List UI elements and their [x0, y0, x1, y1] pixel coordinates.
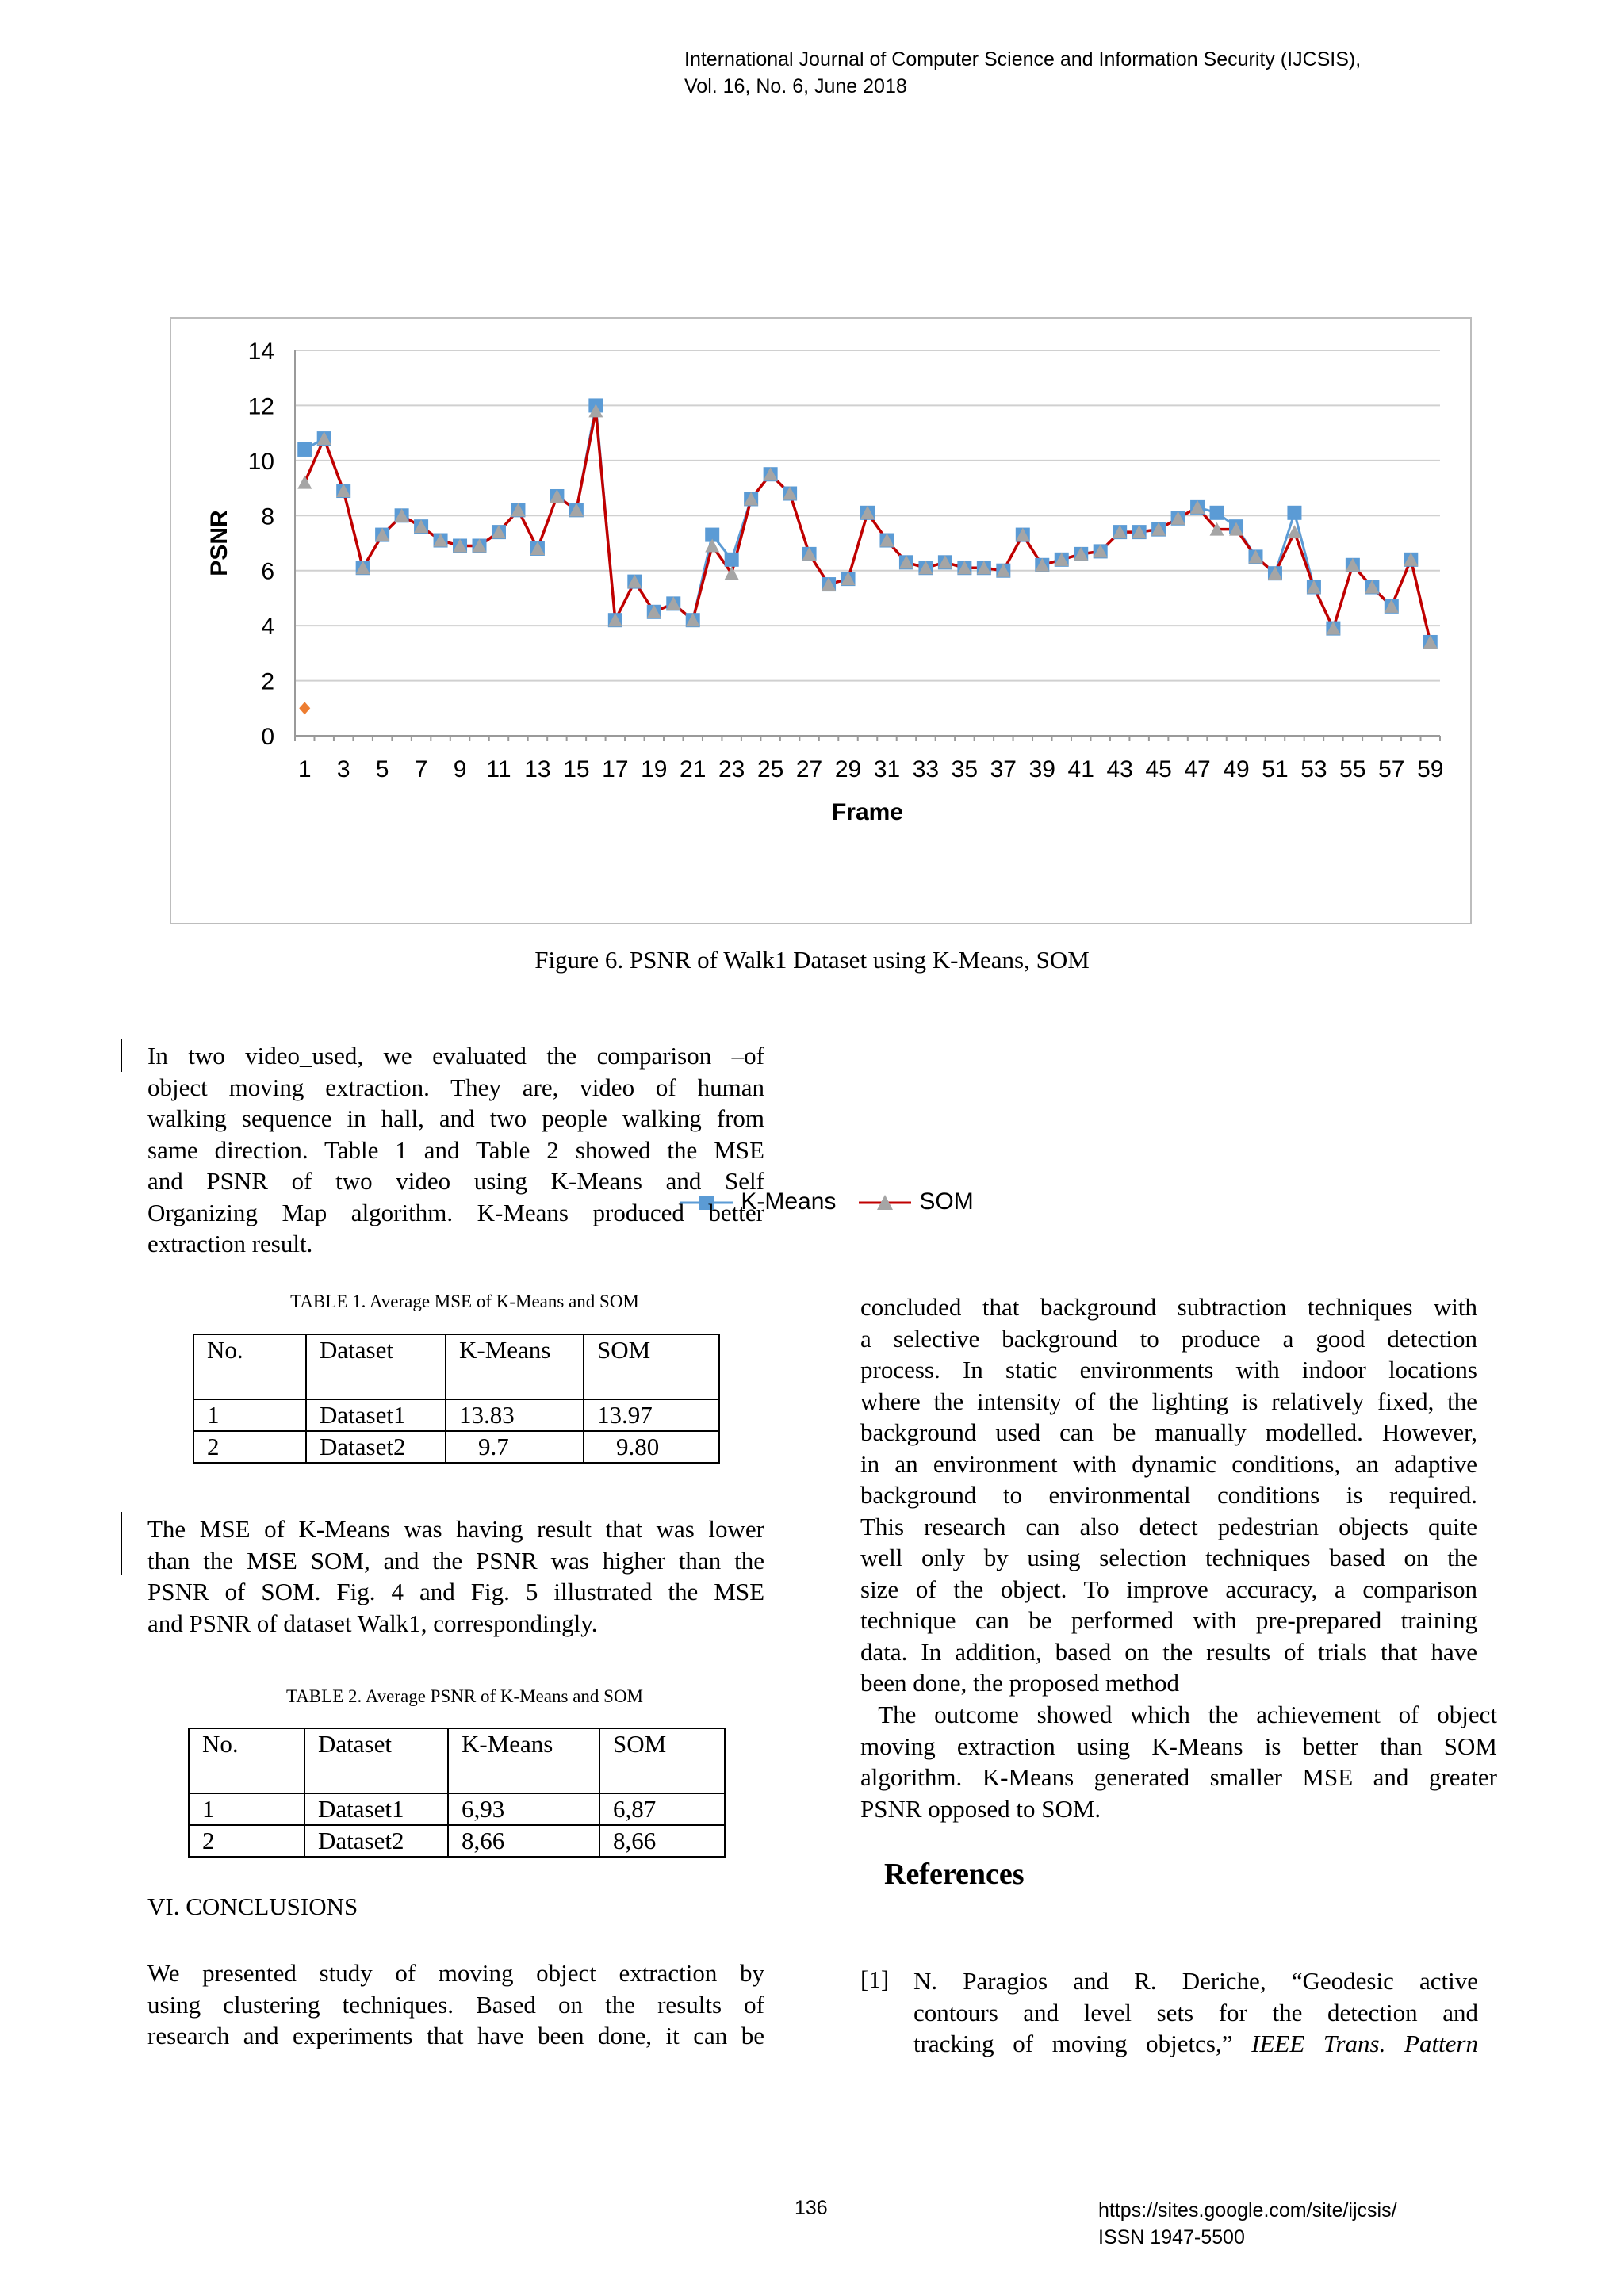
- table-cell: 8,66: [448, 1825, 599, 1857]
- x-tick-label: 31: [873, 756, 901, 783]
- footer-url: https://sites.google.com/site/ijcsis/: [1098, 2199, 1397, 2221]
- table-cell: Dataset1: [304, 1793, 448, 1825]
- table-cell: Dataset1: [306, 1399, 446, 1431]
- paragraph-outcome: [860, 1699, 1497, 1824]
- paragraph-conclusions: [147, 1957, 764, 2052]
- text-line: and PSNR of two video using K-Means and Self: [147, 1167, 764, 1195]
- psnr-chart-svg: [171, 319, 1473, 926]
- x-tick-label: 7: [414, 756, 428, 783]
- text-line: size of the object. To improve accuracy, a comparison: [860, 1575, 1477, 1603]
- x-tick-label: 33: [912, 756, 940, 783]
- journal-title: International Journal of Computer Science and Information Security (IJCSIS),: [684, 48, 1362, 71]
- journal-header: [684, 46, 1361, 100]
- text-line: using clustering techniques. Based on the results of: [147, 1990, 764, 2019]
- table-header-cell: Dataset: [304, 1728, 448, 1793]
- x-tick-label: 17: [602, 756, 629, 783]
- text-line: [914, 2028, 1478, 2060]
- kmeans-point: [1287, 506, 1301, 520]
- table-header-cell: No.: [189, 1728, 304, 1793]
- table-cell: 13.97: [584, 1399, 719, 1431]
- text-line: object moving extraction. They are, video of human: [147, 1073, 764, 1101]
- x-tick-label: 53: [1300, 756, 1327, 783]
- text-line: In two video_used, we evaluated the comparison –of: [147, 1042, 764, 1070]
- text-line: The MSE of K-Means was having result that was lower: [147, 1515, 764, 1543]
- text-line: same direction. Table 1 and Table 2 showed the MSE: [147, 1135, 764, 1164]
- table-header-cell: SOM: [584, 1334, 719, 1399]
- text-line: and PSNR of dataset Walk1, correspondingly.: [147, 1609, 598, 1637]
- y-tick-label: 4: [261, 614, 274, 641]
- y-tick-label: 12: [247, 393, 274, 420]
- x-tick-label: 13: [524, 756, 551, 783]
- legend-som-label: SOM: [919, 1188, 974, 1215]
- table1: [193, 1334, 720, 1464]
- text-line: N. Paragios and R. Deriche, “Geodesic active: [914, 1967, 1478, 1995]
- series-line-k-means: [304, 405, 1431, 642]
- text-line: moving extraction using K-Means is better than SOM: [860, 1732, 1497, 1760]
- table-cell: 9.80: [584, 1431, 719, 1463]
- x-tick-label: 29: [834, 756, 862, 783]
- x-tick-label: 37: [990, 756, 1017, 783]
- x-tick-label: 45: [1145, 756, 1172, 783]
- som-point: [297, 476, 312, 489]
- text-line: concluded that background subtraction techniques with: [860, 1293, 1477, 1321]
- x-tick-label: 27: [795, 756, 823, 783]
- legend-som-marker: [857, 1191, 913, 1215]
- x-tick-label: 57: [1378, 756, 1405, 783]
- table-cell: 2: [189, 1825, 304, 1857]
- table-header-cell: K-Means: [446, 1334, 584, 1399]
- y-tick-label: 6: [261, 558, 274, 585]
- y-tick-label: 2: [261, 668, 274, 695]
- x-axis-title: Frame: [831, 799, 904, 825]
- text-line: The outcome showed which the achievement of object: [860, 1701, 1497, 1728]
- table1-caption: TABLE 1. Average MSE of K-Means and SOM: [290, 1292, 639, 1311]
- change-bar: [121, 1039, 122, 1072]
- paragraph-mse: [147, 1513, 764, 1639]
- reference-number: [1]: [860, 1965, 890, 1993]
- y-axis-title: PSNR: [206, 510, 232, 576]
- x-tick-label: 59: [1417, 756, 1444, 783]
- table-cell: 6,93: [448, 1793, 599, 1825]
- reference-text: tracking of moving objetcs,”: [914, 2030, 1252, 2057]
- table2: [188, 1728, 726, 1858]
- x-tick-label: 35: [951, 756, 979, 783]
- x-tick-label: 39: [1028, 756, 1055, 783]
- footer-info: [1098, 2197, 1397, 2251]
- text-line: a selective background to produce a good detection: [860, 1324, 1477, 1353]
- reference-journal: IEEE Trans. Pattern: [1251, 2030, 1478, 2057]
- kmeans-point: [725, 553, 739, 567]
- x-tick-label: 5: [375, 756, 389, 783]
- table-header-row: [189, 1728, 725, 1793]
- paragraph-intro: [147, 1040, 764, 1260]
- text-line: PSNR opposed to SOM.: [860, 1794, 1101, 1823]
- text-line: This research can also detect pedestrian objects quite: [860, 1512, 1477, 1540]
- x-tick-label: 19: [641, 756, 668, 783]
- figure-caption: Figure 6. PSNR of Walk1 Dataset using K-Means, SOM: [534, 946, 1090, 974]
- table-cell: 1: [193, 1399, 306, 1431]
- y-tick-label: 14: [247, 339, 274, 365]
- text-line: where the intensity of the lighting is relatively fixed, the: [860, 1387, 1477, 1415]
- text-line: contours and level sets for the detection and: [914, 1998, 1478, 2026]
- conclusions-heading: VI. CONCLUSIONS: [147, 1892, 358, 1920]
- series-line-som: [304, 411, 1431, 642]
- text-line: background to environmental conditions is required.: [860, 1481, 1477, 1509]
- table2-caption: TABLE 2. Average PSNR of K-Means and SOM: [285, 1686, 644, 1706]
- references-heading: References: [884, 1858, 1025, 1891]
- table-cell: 13.83: [446, 1399, 584, 1431]
- text-line: research and experiments that have been done, it can be: [147, 2022, 764, 2049]
- table-header-cell: SOM: [599, 1728, 725, 1793]
- text-line: technique can be performed with pre-prepared training: [860, 1606, 1477, 1634]
- x-tick-label: 47: [1184, 756, 1211, 783]
- change-bar: [121, 1512, 122, 1575]
- table-row: [189, 1793, 725, 1825]
- table-header-row: [193, 1334, 719, 1399]
- y-tick-label: 10: [247, 448, 274, 475]
- x-tick-label: 21: [680, 756, 707, 783]
- text-line: Organizing Map algorithm. K-Means produced better: [147, 1198, 764, 1226]
- x-tick-label: 25: [756, 756, 784, 783]
- table-row: [193, 1399, 719, 1431]
- page-number: 136: [795, 2197, 828, 2219]
- table-row: [193, 1431, 719, 1463]
- text-line: been done, the proposed method: [860, 1669, 1180, 1697]
- text-line: well only by using selection techniques based on the: [860, 1544, 1477, 1571]
- table-header-cell: No.: [193, 1334, 306, 1399]
- table-cell: Dataset2: [304, 1825, 448, 1857]
- y-tick-label: 8: [261, 503, 274, 530]
- x-tick-label: 43: [1106, 756, 1133, 783]
- reference-1: [914, 1965, 1478, 2060]
- text-line: PSNR of SOM. Fig. 4 and Fig. 5 illustrated the MSE: [147, 1578, 764, 1605]
- text-line: process. In static environments with indoor locations: [860, 1356, 1477, 1383]
- table-row: [189, 1825, 725, 1857]
- table-cell: 9.7: [446, 1431, 584, 1463]
- table-cell: 8,66: [599, 1825, 725, 1857]
- extra-point: [299, 702, 310, 714]
- paragraph-conclusions-cont: [860, 1292, 1477, 1699]
- kmeans-point: [297, 442, 312, 457]
- table-cell: 6,87: [599, 1793, 725, 1825]
- text-line: data. In addition, based on the results of trials that have: [860, 1637, 1477, 1666]
- table-header-cell: Dataset: [306, 1334, 446, 1399]
- journal-volume: Vol. 16, No. 6, June 2018: [684, 75, 907, 98]
- text-line: algorithm. K-Means generated smaller MSE and greater: [860, 1763, 1497, 1791]
- x-tick-label: 3: [336, 756, 350, 783]
- x-tick-label: 15: [563, 756, 590, 783]
- x-tick-label: 23: [718, 756, 745, 783]
- table-cell: 2: [193, 1431, 306, 1463]
- text-line: than the MSE SOM, and the PSNR was higher than the: [147, 1546, 764, 1575]
- table-header-cell: K-Means: [448, 1728, 599, 1793]
- table-cell: 1: [189, 1793, 304, 1825]
- x-tick-label: 51: [1262, 756, 1289, 783]
- footer-issn: ISSN 1947-5500: [1098, 2226, 1245, 2248]
- y-tick-label: 0: [261, 724, 274, 750]
- x-tick-label: 49: [1223, 756, 1250, 783]
- table-cell: Dataset2: [306, 1431, 446, 1463]
- text-line: background used can be manually modelled. However,: [860, 1418, 1477, 1446]
- x-tick-label: 9: [453, 756, 467, 783]
- kmeans-point: [1210, 506, 1224, 520]
- legend-kmeans-label: K-Means: [741, 1188, 837, 1215]
- text-line: We presented study of moving object extraction by: [147, 1959, 764, 1987]
- x-tick-label: 1: [297, 756, 312, 783]
- x-tick-label: 11: [486, 756, 511, 783]
- text-line: in an environment with dynamic conditions, an adaptive: [860, 1449, 1477, 1478]
- x-tick-label: 55: [1339, 756, 1366, 783]
- text-line: extraction result.: [147, 1230, 313, 1257]
- text-line: walking sequence in hall, and two people walking from: [147, 1104, 764, 1132]
- legend-som: [857, 1188, 974, 1215]
- x-tick-label: 41: [1067, 756, 1094, 783]
